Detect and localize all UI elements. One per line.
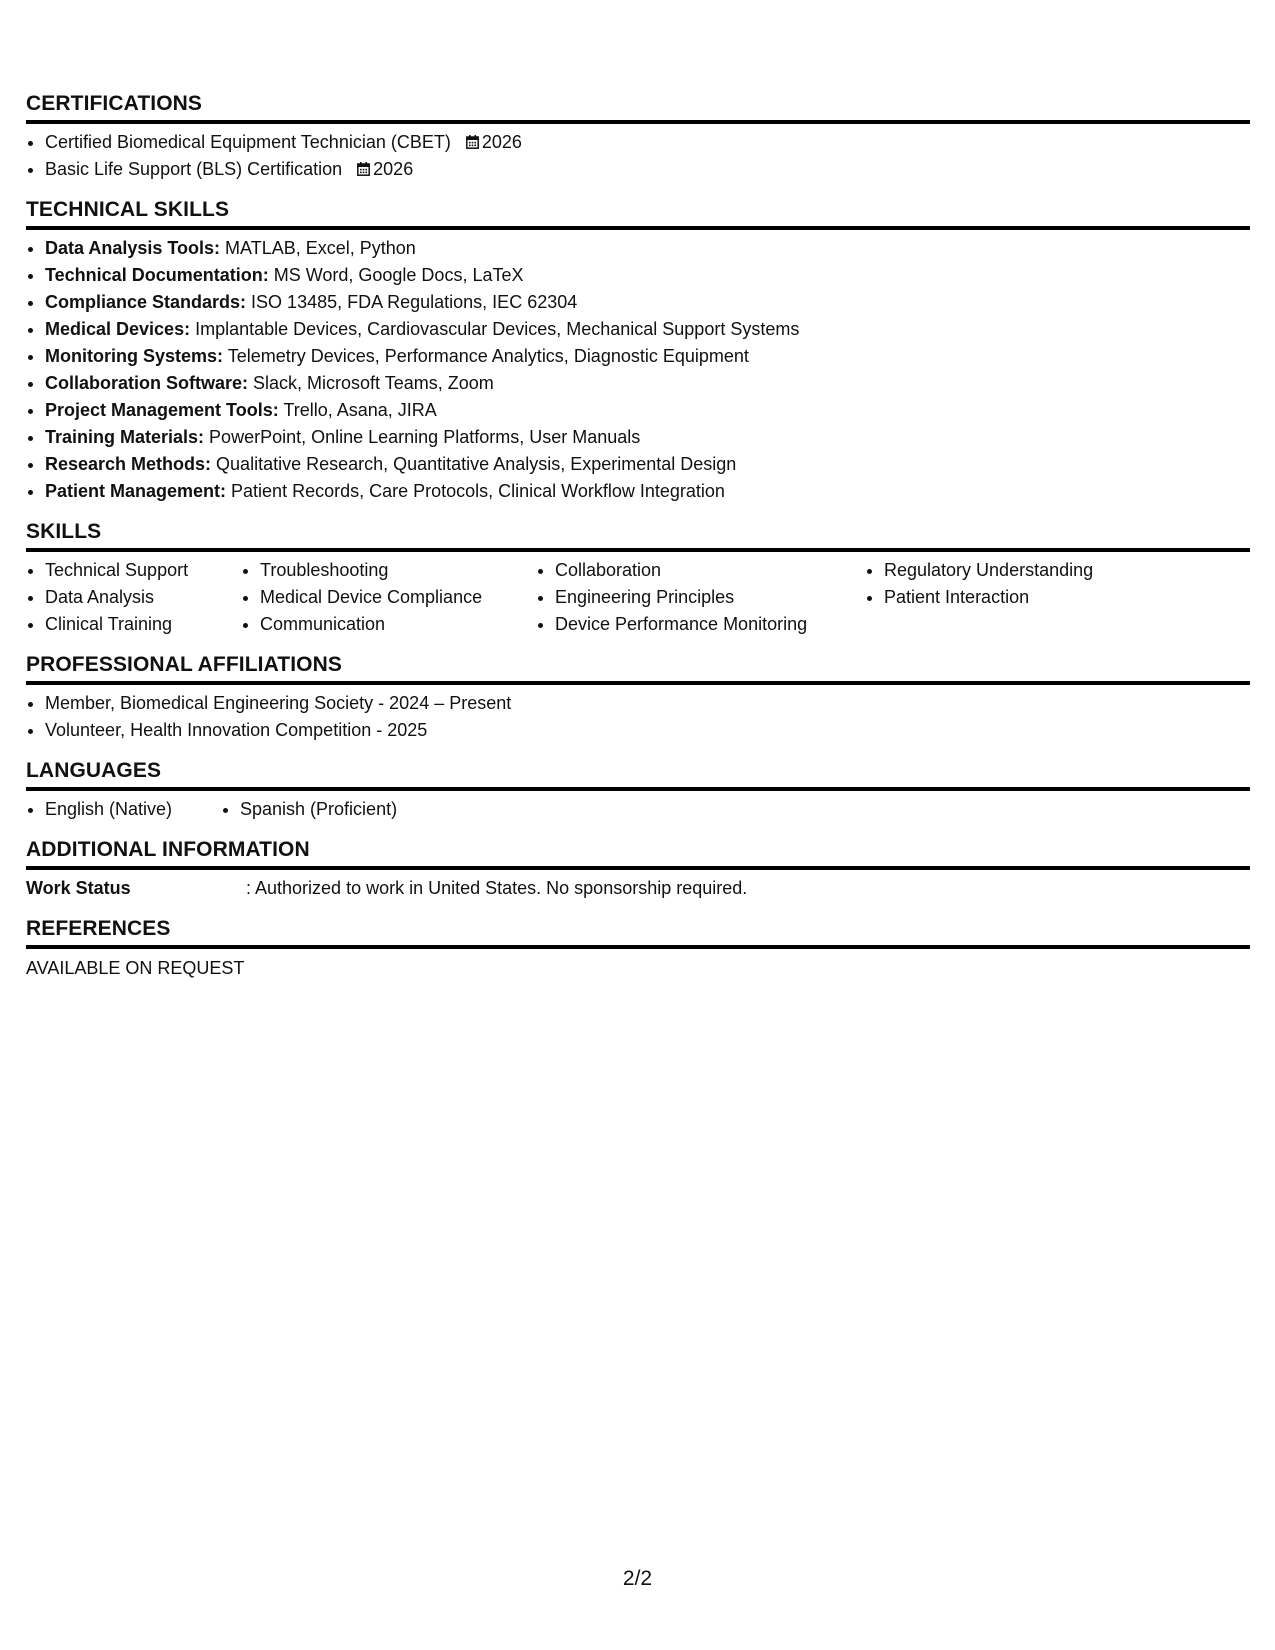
skill-label: Patient Management: bbox=[45, 481, 227, 501]
list-item: • Data Analysis bbox=[45, 584, 241, 611]
skills-section bbox=[26, 520, 1250, 638]
skill-value: Implantable Devices, Cardiovascular Devices, Mechanical Support Systems bbox=[190, 319, 800, 339]
skill-value: Trello, Asana, JIRA bbox=[278, 400, 437, 420]
certification-year: 2026 bbox=[373, 159, 414, 179]
list-item: • Member, Biomedical Engineering Society - 2024 – Present bbox=[45, 690, 1250, 717]
section-title: SKILLS bbox=[26, 520, 1250, 552]
skill-label: Compliance Standards: bbox=[45, 292, 247, 312]
list-item bbox=[45, 289, 1250, 316]
list-item: • Volunteer, Health Innovation Competition - 2025 bbox=[45, 717, 1250, 744]
section-title: PROFESSIONAL AFFILIATIONS bbox=[26, 653, 1250, 685]
skill-label: Collaboration Software: bbox=[45, 373, 249, 393]
list-item: • Medical Device Compliance bbox=[260, 584, 536, 611]
section-title: LANGUAGES bbox=[26, 759, 1250, 791]
list-item: • Spanish (Proficient) bbox=[240, 796, 397, 823]
skill-value: MS Word, Google Docs, LaTeX bbox=[268, 265, 524, 285]
skill-value: ISO 13485, FDA Regulations, IEC 62304 bbox=[246, 292, 578, 312]
languages-row bbox=[26, 796, 1250, 823]
skill-value: Slack, Microsoft Teams, Zoom bbox=[248, 373, 494, 393]
certifications-list bbox=[26, 129, 1250, 183]
work-status-label: Work Status bbox=[26, 878, 131, 898]
certifications-section bbox=[26, 92, 1250, 183]
list-item bbox=[45, 451, 1250, 478]
skill-label: Medical Devices: bbox=[45, 319, 191, 339]
work-status-value: : Authorized to work in United States. No sponsorship required. bbox=[246, 878, 748, 898]
list-item bbox=[45, 235, 1250, 262]
skills-column bbox=[536, 557, 865, 638]
list-item: • Device Performance Monitoring bbox=[555, 611, 865, 638]
skill-label: Monitoring Systems: bbox=[45, 346, 224, 366]
list-item bbox=[45, 424, 1250, 451]
languages-section bbox=[26, 759, 1250, 823]
list-item bbox=[45, 156, 1250, 183]
list-item bbox=[45, 478, 1250, 505]
page-number: 2/2 bbox=[622, 1567, 653, 1590]
list-item bbox=[45, 370, 1250, 397]
calendar-icon bbox=[357, 162, 370, 176]
certification-name: Certified Biomedical Equipment Technician (CBET) bbox=[45, 132, 451, 152]
section-title: ADDITIONAL INFORMATION bbox=[26, 838, 1250, 870]
list-item bbox=[45, 129, 1250, 156]
list-item bbox=[45, 397, 1250, 424]
skill-label: Training Materials: bbox=[45, 427, 205, 447]
skill-value: PowerPoint, Online Learning Platforms, User Manuals bbox=[204, 427, 641, 447]
references-section bbox=[26, 917, 1250, 982]
certification-year: 2026 bbox=[481, 132, 522, 152]
references-text: AVAILABLE ON REQUEST bbox=[26, 958, 245, 978]
skills-column bbox=[865, 557, 1184, 638]
list-item: • Collaboration bbox=[555, 557, 865, 584]
skill-value: Telemetry Devices, Performance Analytics, Diagnostic Equipment bbox=[223, 346, 749, 366]
list-item: • Technical Support bbox=[45, 557, 241, 584]
skill-label: Technical Documentation: bbox=[45, 265, 269, 285]
skills-column bbox=[26, 557, 241, 638]
list-item: • English (Native) bbox=[45, 796, 221, 823]
list-item: • Troubleshooting bbox=[260, 557, 536, 584]
skill-value: Patient Records, Care Protocols, Clinical Workflow Integration bbox=[226, 481, 725, 501]
list-item: • Regulatory Understanding bbox=[884, 557, 1184, 584]
list-item: • Patient Interaction bbox=[884, 584, 1184, 611]
skill-value: MATLAB, Excel, Python bbox=[220, 238, 416, 258]
languages-column bbox=[26, 796, 221, 823]
work-status-row bbox=[26, 875, 1250, 902]
skill-label: Project Management Tools: bbox=[45, 400, 279, 420]
section-title: TECHNICAL SKILLS bbox=[26, 198, 1250, 230]
list-item bbox=[45, 316, 1250, 343]
affiliations-section bbox=[26, 653, 1250, 744]
skills-column bbox=[241, 557, 536, 638]
technical-skills-section bbox=[26, 198, 1250, 505]
certification-name: Basic Life Support (BLS) Certification bbox=[45, 159, 343, 179]
additional-info-section bbox=[26, 838, 1250, 902]
list-item: • Engineering Principles bbox=[555, 584, 865, 611]
section-title: CERTIFICATIONS bbox=[26, 92, 1250, 124]
list-item: • Clinical Training bbox=[45, 611, 241, 638]
technical-skills-list bbox=[26, 235, 1250, 505]
list-item bbox=[45, 343, 1250, 370]
list-item: • Communication bbox=[260, 611, 536, 638]
skill-label: Research Methods: bbox=[45, 454, 212, 474]
affiliations-list bbox=[26, 690, 1250, 744]
skill-value: Qualitative Research, Quantitative Analysis, Experimental Design bbox=[211, 454, 737, 474]
languages-column bbox=[221, 796, 397, 823]
list-item bbox=[45, 262, 1250, 289]
skill-label: Data Analysis Tools: bbox=[45, 238, 221, 258]
skills-grid bbox=[26, 557, 1250, 638]
calendar-icon bbox=[466, 135, 479, 149]
resume-page bbox=[26, 92, 1250, 982]
section-title: REFERENCES bbox=[26, 917, 1250, 949]
